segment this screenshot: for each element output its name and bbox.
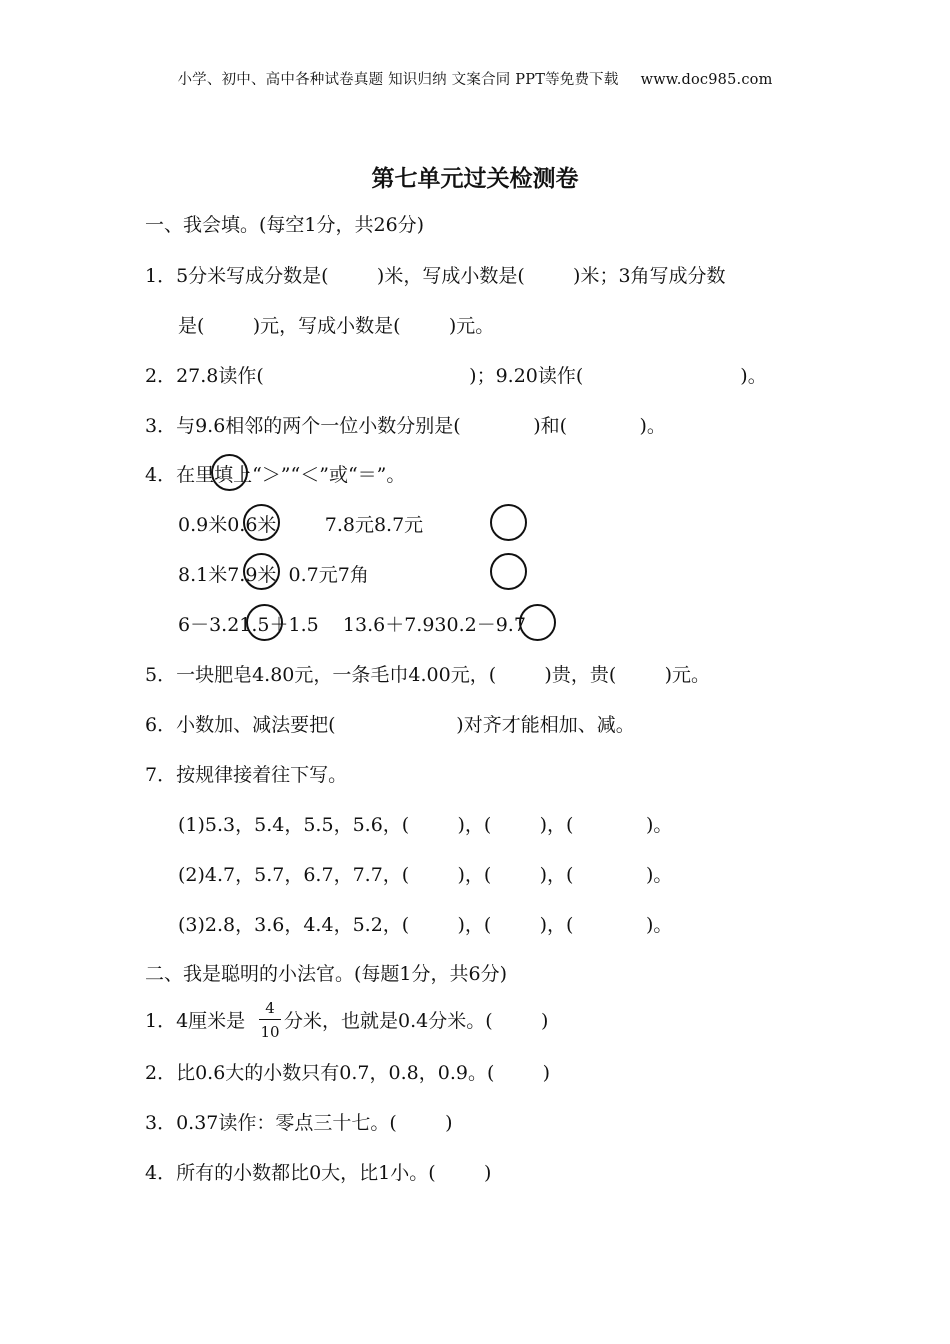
compare-circle-4[interactable] bbox=[243, 553, 280, 590]
compare-circle-7[interactable] bbox=[519, 604, 556, 641]
judge-question-3: 3．0.37读作：零点三十七。( ) bbox=[145, 1112, 453, 1134]
question-4-row-1: 0.9米0.6米 7.8元8.7元 bbox=[178, 514, 424, 536]
question-6: 6．小数加、减法要把( )对齐才能相加、减。 bbox=[145, 714, 635, 736]
fraction-bar bbox=[259, 1019, 281, 1020]
question-4-row-3: 6－3.21.5＋1.5 13.6＋7.930.2－9.7 bbox=[178, 614, 526, 636]
compare-circle-6[interactable] bbox=[246, 604, 283, 641]
question-7: 7．按规律接着往下写。 bbox=[145, 764, 348, 786]
page-header bbox=[0, 68, 950, 89]
question-4-row-2: 8.1米7.9米 0.7元7角 bbox=[178, 564, 369, 586]
fraction-numerator: 4 bbox=[265, 999, 275, 1017]
fraction-denominator: 10 bbox=[260, 1023, 280, 1041]
judge-question-2: 2．比0.6大的小数只有0.7，0.8，0.9。( ) bbox=[145, 1062, 551, 1084]
question-5: 5．一块肥皂4.80元，一条毛巾4.00元，( )贵，贵( )元。 bbox=[145, 664, 710, 686]
compare-circle-5[interactable] bbox=[490, 553, 527, 590]
section2-heading: 二、我是聪明的小法官。(每题1分，共6分) bbox=[145, 963, 508, 985]
header-text: 小学、初中、高中各种试卷真题 知识归纳 文案合同 PPT等免费下载 bbox=[177, 72, 619, 88]
section1-heading: 一、我会填。(每空1分，共26分) bbox=[145, 214, 425, 236]
question-7-part-3: (3)2.8，3.6，4.4，5.2，( )，( )，( )。 bbox=[178, 914, 673, 936]
question-7-part-2: (2)4.7，5.7，6.7，7.7，( )，( )，( )。 bbox=[178, 864, 673, 886]
question-7-part-1: (1)5.3，5.4，5.5，5.6，( )，( )，( )。 bbox=[178, 814, 673, 836]
question-4: 4．在里填上“＞”“＜”或“＝”。 bbox=[145, 464, 406, 486]
question-1-line-1: 1．5分米写成分数是( )米，写成小数是( )米；3角写成分数 bbox=[145, 265, 726, 287]
question-1-line-2: 是( )元，写成小数是( )元。 bbox=[178, 315, 495, 337]
compare-circle-1[interactable] bbox=[211, 454, 248, 491]
judge-question-4: 4．所有的小数都比0大，比1小。( ) bbox=[145, 1162, 492, 1184]
question-3: 3．与9.6相邻的两个一位小数分别是( )和( )。 bbox=[145, 415, 666, 437]
compare-circle-2[interactable] bbox=[243, 504, 280, 541]
header-site: www.doc985.com bbox=[640, 72, 773, 88]
compare-circle-3[interactable] bbox=[490, 504, 527, 541]
judge-question-1-after: 分米，也就是0.4分米。( ) bbox=[284, 1010, 549, 1032]
page-title: 第七单元过关检测卷 bbox=[371, 166, 579, 192]
question-2: 2．27.8读作( )；9.20读作( )。 bbox=[145, 365, 767, 387]
judge-question-1-before: 1．4厘米是 bbox=[145, 1010, 246, 1032]
